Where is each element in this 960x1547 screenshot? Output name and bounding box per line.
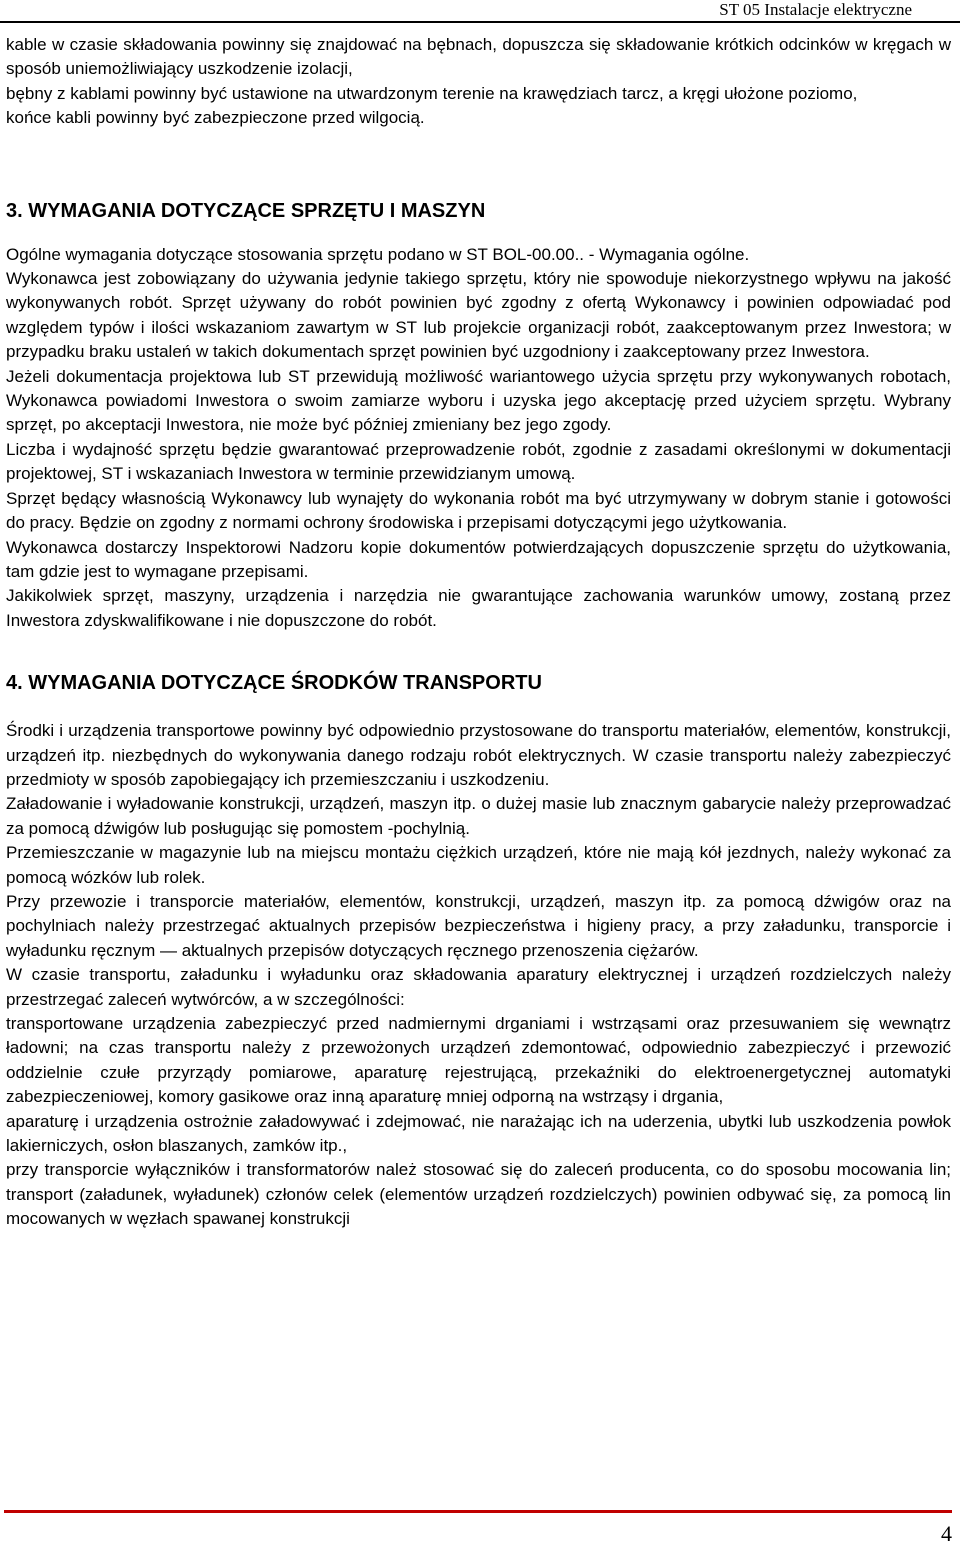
section-4-paragraph-8: przy transporcie wyłączników i transformatorów należ stosować się do zaleceń producenta, co do sposobu mocowania lin; transport (załadunek, wyładunek) członów celek (elementów urządzeń rozdzielczych) powinien odbywać się, za pomocą lin mocowanych w węzłach spawanej konstrukcji bbox=[6, 1160, 951, 1229]
header-rule bbox=[0, 21, 960, 23]
section-3-paragraph-4: Liczba i wydajność sprzętu będzie gwarantować przeprowadzenie robót, zgodnie z zasadami określonymi w dokumentacji projektowej, ST i wskazaniach Inwestora w terminie przewidzianym umową. bbox=[6, 439, 951, 484]
section-3-paragraph-7: Jakikolwiek sprzęt, maszyny, urządzenia i narzędzia nie gwarantujące zachowania warunków umowy, zostaną przez Inwestora zdyskwalifikowane i nie dopuszczone do robót. bbox=[6, 586, 951, 630]
page-header bbox=[0, 0, 960, 26]
section-3-heading: 3. WYMAGANIA DOTYCZĄCE SPRZĘTU I MASZYN bbox=[6, 199, 486, 222]
section-3-paragraph-2: Wykonawca jest zobowiązany do używania jedynie takiego sprzętu, który nie spowoduje niekorzystnego wpływu na jakość wykonywanych robót. Sprzęt używany do robót powinien być zgodny z ofertą Wykonawcy i powinien odpowiadać pod względem typów i ilości wskazaniom zawartym w ST lub projekcie organizacji robót, zaakceptowanym przez Inwestora; w przypadku braku ustaleń w takich dokumentach sprzęt powinien być uzgodniony i zaakceptowany przez Inwestora. bbox=[6, 269, 951, 362]
section-4-paragraph-5: W czasie transportu, załadunku i wyładunku oraz składowania aparatury elektrycznej i urządzeń rozdzielczych należy przestrzegać zaleceń wytwórców, a w szczególności: bbox=[6, 965, 951, 1009]
section-4-paragraph-1: Środki i urządzenia transportowe powinny być odpowiednio przystosowane do transportu materiałów, elementów, konstrukcji, urządzeń itp. niezbędnych do wykonywania danego rodzaju robót elektrycznych. W czasie transportu należy zabezpieczyć przedmioty w sposób zapobiegający ich przemieszczaniu i uszkodzeniu. bbox=[6, 721, 951, 789]
section-4-paragraph-3: Przemieszczanie w magazynie lub na miejscu montażu ciężkich urządzeń, które nie mają kół jezdnych, należy wykonać za pomocą wózków lub rolek. bbox=[6, 843, 951, 887]
section-4-heading: 4. WYMAGANIA DOTYCZĄCE ŚRODKÓW TRANSPORTU bbox=[6, 672, 542, 695]
footer-rule bbox=[4, 1510, 952, 1513]
section-4-paragraph-2: Załadowanie i wyładowanie konstrukcji, urządzeń, maszyn itp. o dużej masie lub znacznym gabarycie należy przeprowadzać za pomocą dźwigów lub posługując się pomostem -pochylnią. bbox=[6, 794, 951, 838]
page-number: 4 bbox=[941, 1521, 952, 1546]
section-4-paragraph-7: aparaturę i urządzenia ostrożnie załadowywać i zdejmować, nie narażając ich na uderzenia, ubytki lub uszkodzenia powłok lakierniczych, osłon blaszanych, zamków itp., bbox=[6, 1111, 951, 1156]
section-3-paragraph-1: Ogólne wymagania dotyczące stosowania sprzętu podano w ST BOL-00.00.. - Wymagania ogólne. bbox=[6, 244, 750, 264]
intro-paragraph-3: końce kabli powinny być zabezpieczone przed wilgocią. bbox=[6, 108, 425, 128]
section-4-paragraph-6: transportowane urządzenia zabezpieczyć przed nadmiernymi drganiami i wstrząsami oraz przesuwaniem się wewnątrz ładowni; na czas transportu należy z przewożonych urządzeń zdemontować, odpowiednio zabezpieczyć i przewozić oddzielnie czułe przyrządy pomiarowe, aparaturę rejestrującą, przekaźniki do elektroenergetycznej automatyki zabezpieczeniowej, komory gasikowe oraz inną aparaturę mniej odporną na wstrząsy i drgania, bbox=[6, 1014, 951, 1107]
header-title: ST 05 Instalacje elektryczne bbox=[719, 0, 912, 19]
intro-paragraph-2: bębny z kablami powinny być ustawione na utwardzonym terenie na krawędziach tarcz, a kręgi ułożone poziomo, bbox=[6, 83, 858, 103]
section-3-paragraph-6: Wykonawca dostarczy Inspektorowi Nadzoru kopie dokumentów potwierdzających dopuszczenie sprzętu do użytkowania, tam gdzie jest to wymagane przepisami. bbox=[6, 537, 951, 581]
intro-paragraph-1: kable w czasie składowania powinny się znajdować na bębnach, dopuszcza się składowanie krótkich odcinków w kręgach w sposób uniemożliwiający uszkodzenie izolacji, bbox=[6, 35, 951, 79]
section-3-paragraph-5: Sprzęt będący własnością Wykonawcy lub wynajęty do wykonania robót ma być utrzymywany w dobrym stanie i gotowości do pracy. Będzie on zgodny z normami ochrony środowiska i przepisami dotyczącymi jego użytkowania. bbox=[6, 488, 951, 533]
section-3-paragraph-3: Jeżeli dokumentacja projektowa lub ST przewidują możliwość wariantowego użycia sprzętu przy wykonywanych robotach, Wykonawca powiadomi Inwestora o swoim zamiarze wyboru i uzyska jego akceptację przed użyciem sprzętu. Wybrany sprzęt, po akceptacji Inwestora, nie może być później zmieniany bez jego zgody. bbox=[6, 366, 951, 435]
section-4-paragraph-4: Przy przewozie i transporcie materiałów, elementów, konstrukcji, urządzeń, maszyn itp. za pomocą dźwigów oraz na pochylniach należy przestrzegać aktualnych przepisów bezpieczeństwa i higieny pracy, a przy załadunku, transporcie i wyładunku ręcznym — aktualnych przepisów dotyczących ręcznego przenoszenia ciężarów. bbox=[6, 891, 951, 960]
document-body bbox=[6, 33, 951, 1232]
